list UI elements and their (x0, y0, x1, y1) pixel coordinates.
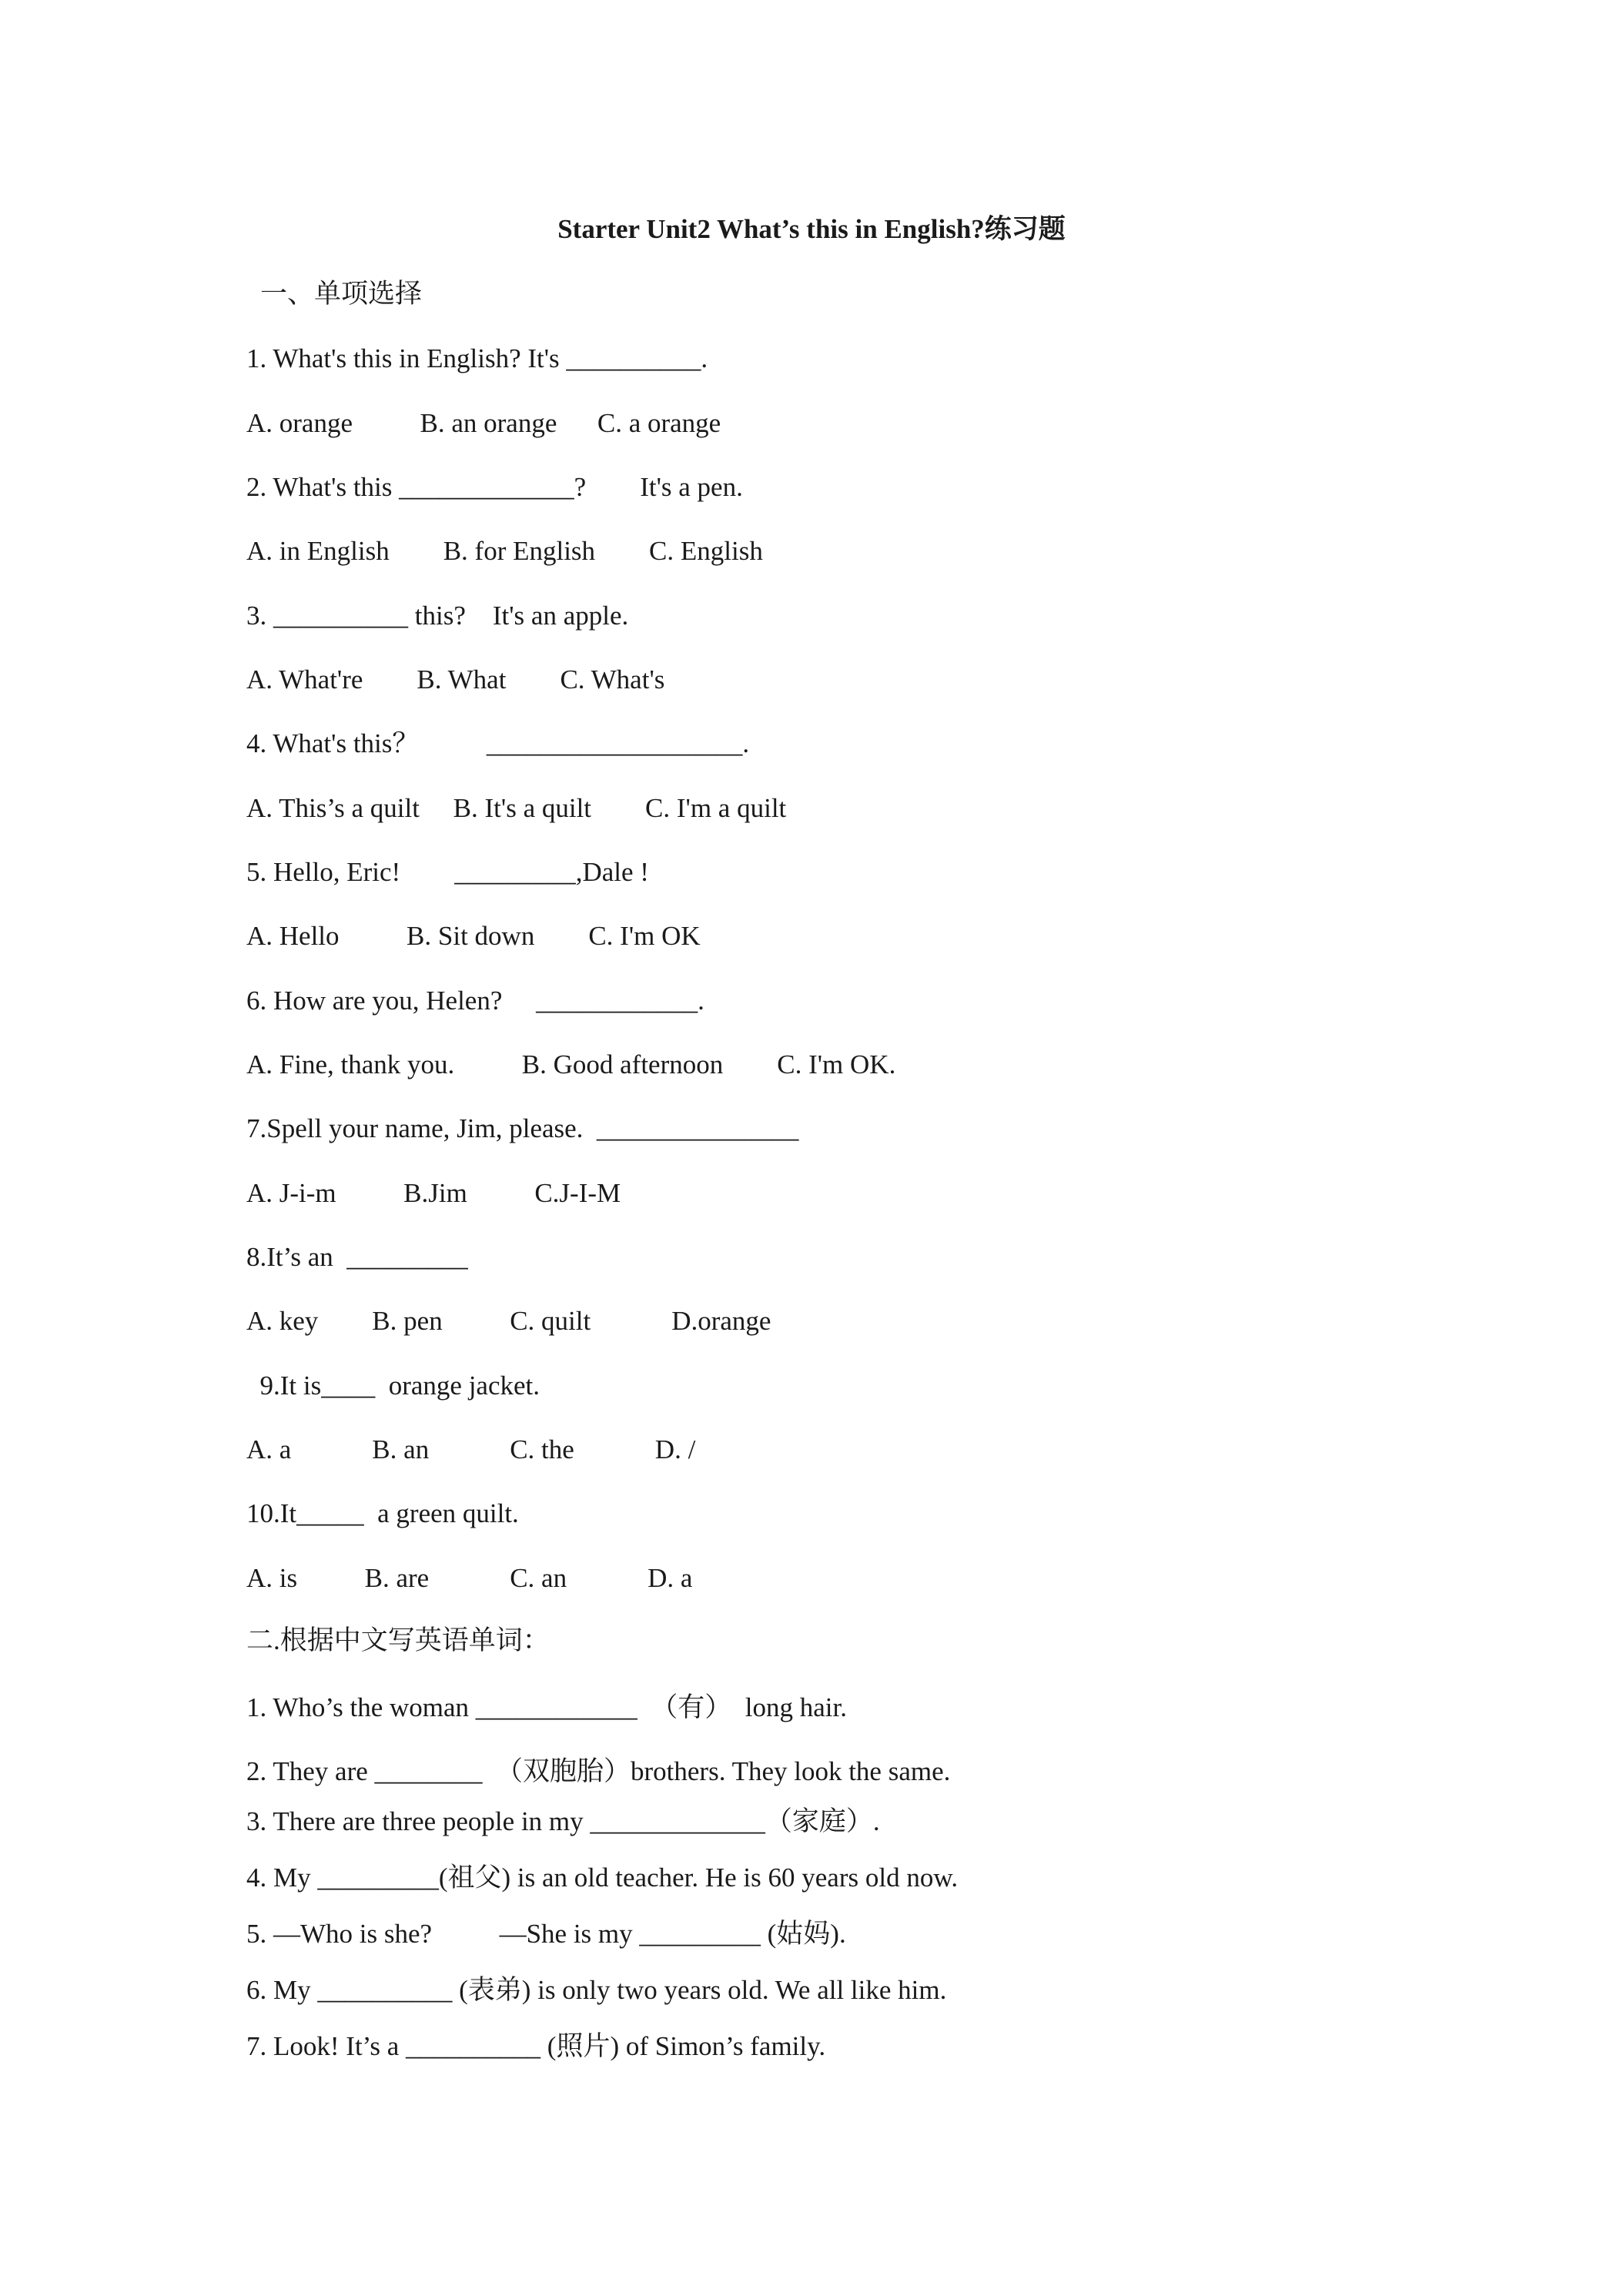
question-line: 3. __________ this? It's an apple. (246, 601, 629, 631)
fill-in-line: 1. Who’s the woman ____________ （有） long hair. (246, 1692, 847, 1722)
options-line: A. a B. an C. the D. / (246, 1434, 696, 1464)
fill-in-line: 6. My __________ (表弟) is only two years old. We all like him. (246, 1975, 947, 2005)
question-line: 9.It is____ orange jacket. (246, 1371, 540, 1401)
options-line: A. in English B. for English C. English (246, 536, 763, 566)
fill-in-line: 5. —Who is she? —She is my _________ (姑妈). (246, 1919, 846, 1949)
options-line: A. Fine, thank you. B. Good afternoon C. I'm OK. (246, 1049, 896, 1079)
fill-in-line: 3. There are three people in my _____________（家庭）. (246, 1806, 880, 1836)
options-line: A. J-i-m B.Jim C.J-I-M (246, 1178, 621, 1208)
fill-in-line: 7. Look! It’s a __________ (照片) of Simon’s family. (246, 2031, 826, 2061)
question-line: 4. What's this？ ___________________. (246, 728, 750, 758)
options-line: A. is B. are C. an D. a (246, 1563, 693, 1593)
options-line: A. key B. pen C. quilt D.orange (246, 1306, 771, 1336)
options-line: A. Hello B. Sit down C. I'm OK (246, 921, 701, 951)
question-line: 8.It’s an _________ (246, 1242, 468, 1272)
question-line: 5. Hello, Eric! _________,Dale ! (246, 857, 649, 887)
question-line: 1. What's this in English? It's __________. (246, 343, 708, 373)
section-heading-single-choice: 一、单项选择 (260, 279, 423, 309)
question-line: 2. What's this _____________? It's a pen. (246, 472, 743, 502)
options-line: A. orange B. an orange C. a orange (246, 408, 721, 438)
question-line: 6. How are you, Helen? ____________. (246, 986, 704, 1016)
options-line: A. This’s a quilt B. It's a quilt C. I'm a quilt (246, 793, 787, 823)
question-line: 7.Spell your name, Jim, please. _______________ (246, 1113, 799, 1143)
page-title: Starter Unit2 What’s this in English?练习题 (557, 214, 1066, 244)
options-line: A. What're B. What C. What's (246, 664, 665, 694)
fill-in-line: 4. My _________(祖父) is an old teacher. He is 60 years old now. (246, 1863, 959, 1893)
fill-in-line: 2. They are ________ （双胞胎）brothers. They look the same. (246, 1756, 951, 1786)
question-line: 10.It_____ a green quilt. (246, 1498, 519, 1528)
section-heading-word-writing: 二.根据中文写英语单词： (246, 1625, 550, 1655)
